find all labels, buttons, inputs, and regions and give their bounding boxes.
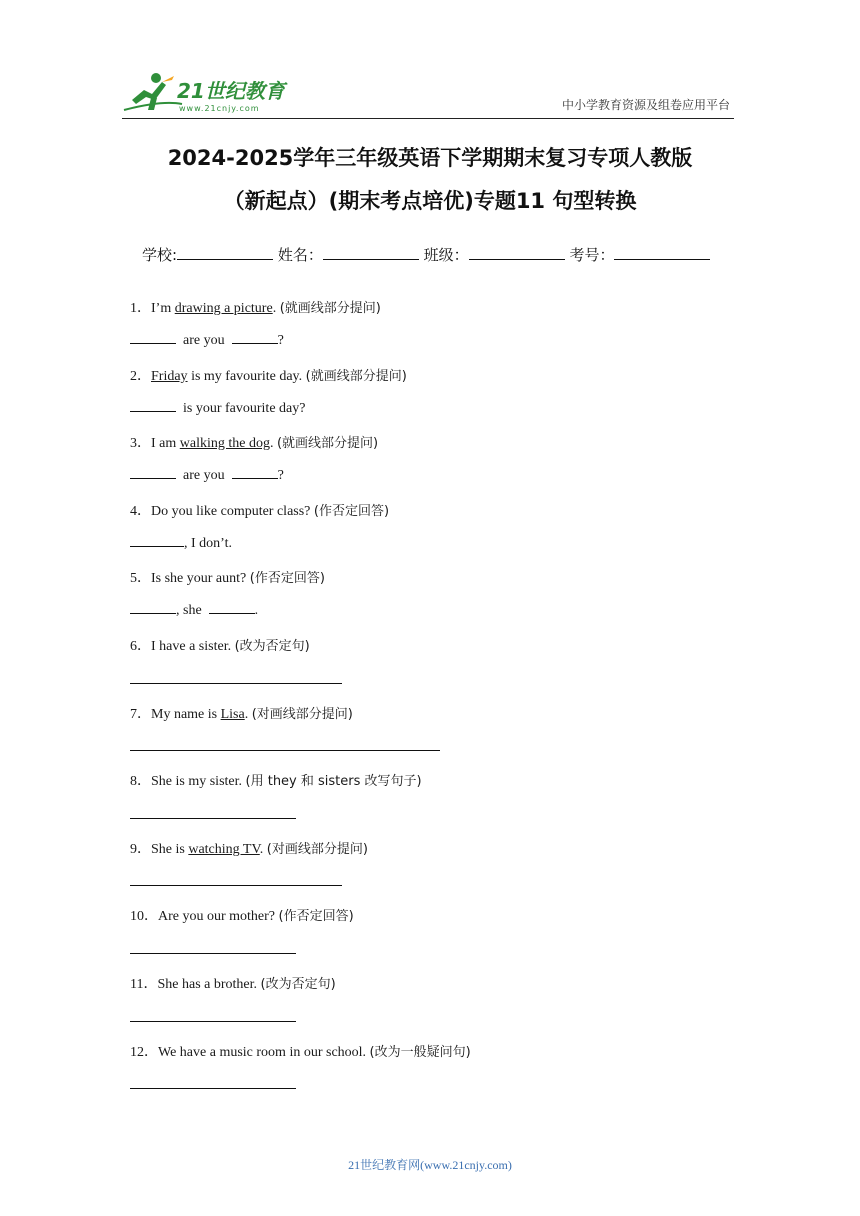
question-2: 2．Friday is my favourite day. (就画线部分提问) [130, 369, 407, 384]
page-title-line1: 2024-2025学年三年级英语下学期期末复习专项人教版 [167, 146, 693, 170]
answer-2: is your favourite day? [130, 399, 305, 417]
question-9: 9．She is watching TV. (对画线部分提问) [130, 842, 368, 857]
question-10: 10．Are you our mother? (作否定回答) [130, 909, 354, 924]
page-title-line2: （新起点）(期末考点培优)专题11 句型转换 [223, 189, 637, 213]
question-7: 7．My name is Lisa. (对画线部分提问) [130, 707, 353, 722]
runner-logo-icon [122, 70, 292, 116]
student-info-row [142, 244, 710, 265]
question-6: 6．I have a sister. (改为否定句) [130, 639, 310, 654]
question-5: 5．Is she your aunt? (作否定回答) [130, 571, 325, 586]
answer-blank[interactable] [130, 601, 176, 614]
answer-line-7[interactable] [130, 750, 440, 751]
answer-line-9[interactable] [130, 885, 342, 886]
underlined-phrase: Friday [151, 369, 188, 384]
footer-text[interactable]: 21世纪教育网(www.21cnjy.com) [348, 1158, 512, 1172]
answer-blank[interactable] [130, 466, 176, 479]
logo-url: www.21cnjy.com [179, 104, 260, 113]
answer-blank[interactable] [130, 399, 176, 412]
name-label: 姓名： [277, 246, 323, 264]
header-divider [122, 118, 734, 119]
class-label: 班级： [423, 246, 469, 264]
underlined-phrase: Lisa [220, 707, 245, 722]
logo [122, 70, 292, 116]
school-label: 学校: [142, 246, 178, 264]
question-11: 11．She has a brother. (改为否定句) [130, 977, 336, 992]
exam-number-label: 考号： [569, 246, 615, 264]
platform-name: 中小学教育资源及组卷应用平台 [561, 98, 730, 112]
question-3: 3．I am walking the dog. (就画线部分提问) [130, 436, 379, 451]
answer-4: , I don’t. [130, 534, 232, 552]
answer-blank[interactable] [130, 331, 176, 344]
answer-blank[interactable] [209, 601, 255, 614]
answer-line-8[interactable] [130, 818, 296, 819]
answer-3: are you ? [130, 466, 284, 484]
answer-blank[interactable] [130, 534, 184, 547]
answer-line-12[interactable] [130, 1088, 296, 1089]
answer-blank[interactable] [232, 466, 278, 479]
underlined-phrase: watching TV [188, 842, 260, 857]
answer-line-10[interactable] [130, 953, 296, 954]
answer-5: , she . [130, 601, 258, 619]
question-12: 12．We have a music room in our school. (改为一般疑问句) [130, 1045, 471, 1060]
answer-1: are you ? [130, 331, 284, 349]
answer-line-6[interactable] [130, 683, 342, 684]
exam-number-field[interactable] [614, 245, 710, 260]
question-4: 4．Do you like computer class? (作否定回答) [130, 504, 390, 519]
name-field[interactable] [323, 245, 419, 260]
logo-text: 21世纪教育 [177, 79, 285, 103]
school-field[interactable] [177, 245, 273, 260]
answer-blank[interactable] [232, 331, 278, 344]
question-1: 1．I’m drawing a picture. (就画线部分提问) [130, 301, 381, 316]
class-field[interactable] [469, 245, 565, 260]
underlined-phrase: walking the dog [179, 436, 270, 451]
underlined-phrase: drawing a picture [174, 301, 273, 316]
answer-line-11[interactable] [130, 1021, 296, 1022]
question-8: 8．She is my sister. (用 they 和 sisters 改写句子) [130, 774, 422, 789]
